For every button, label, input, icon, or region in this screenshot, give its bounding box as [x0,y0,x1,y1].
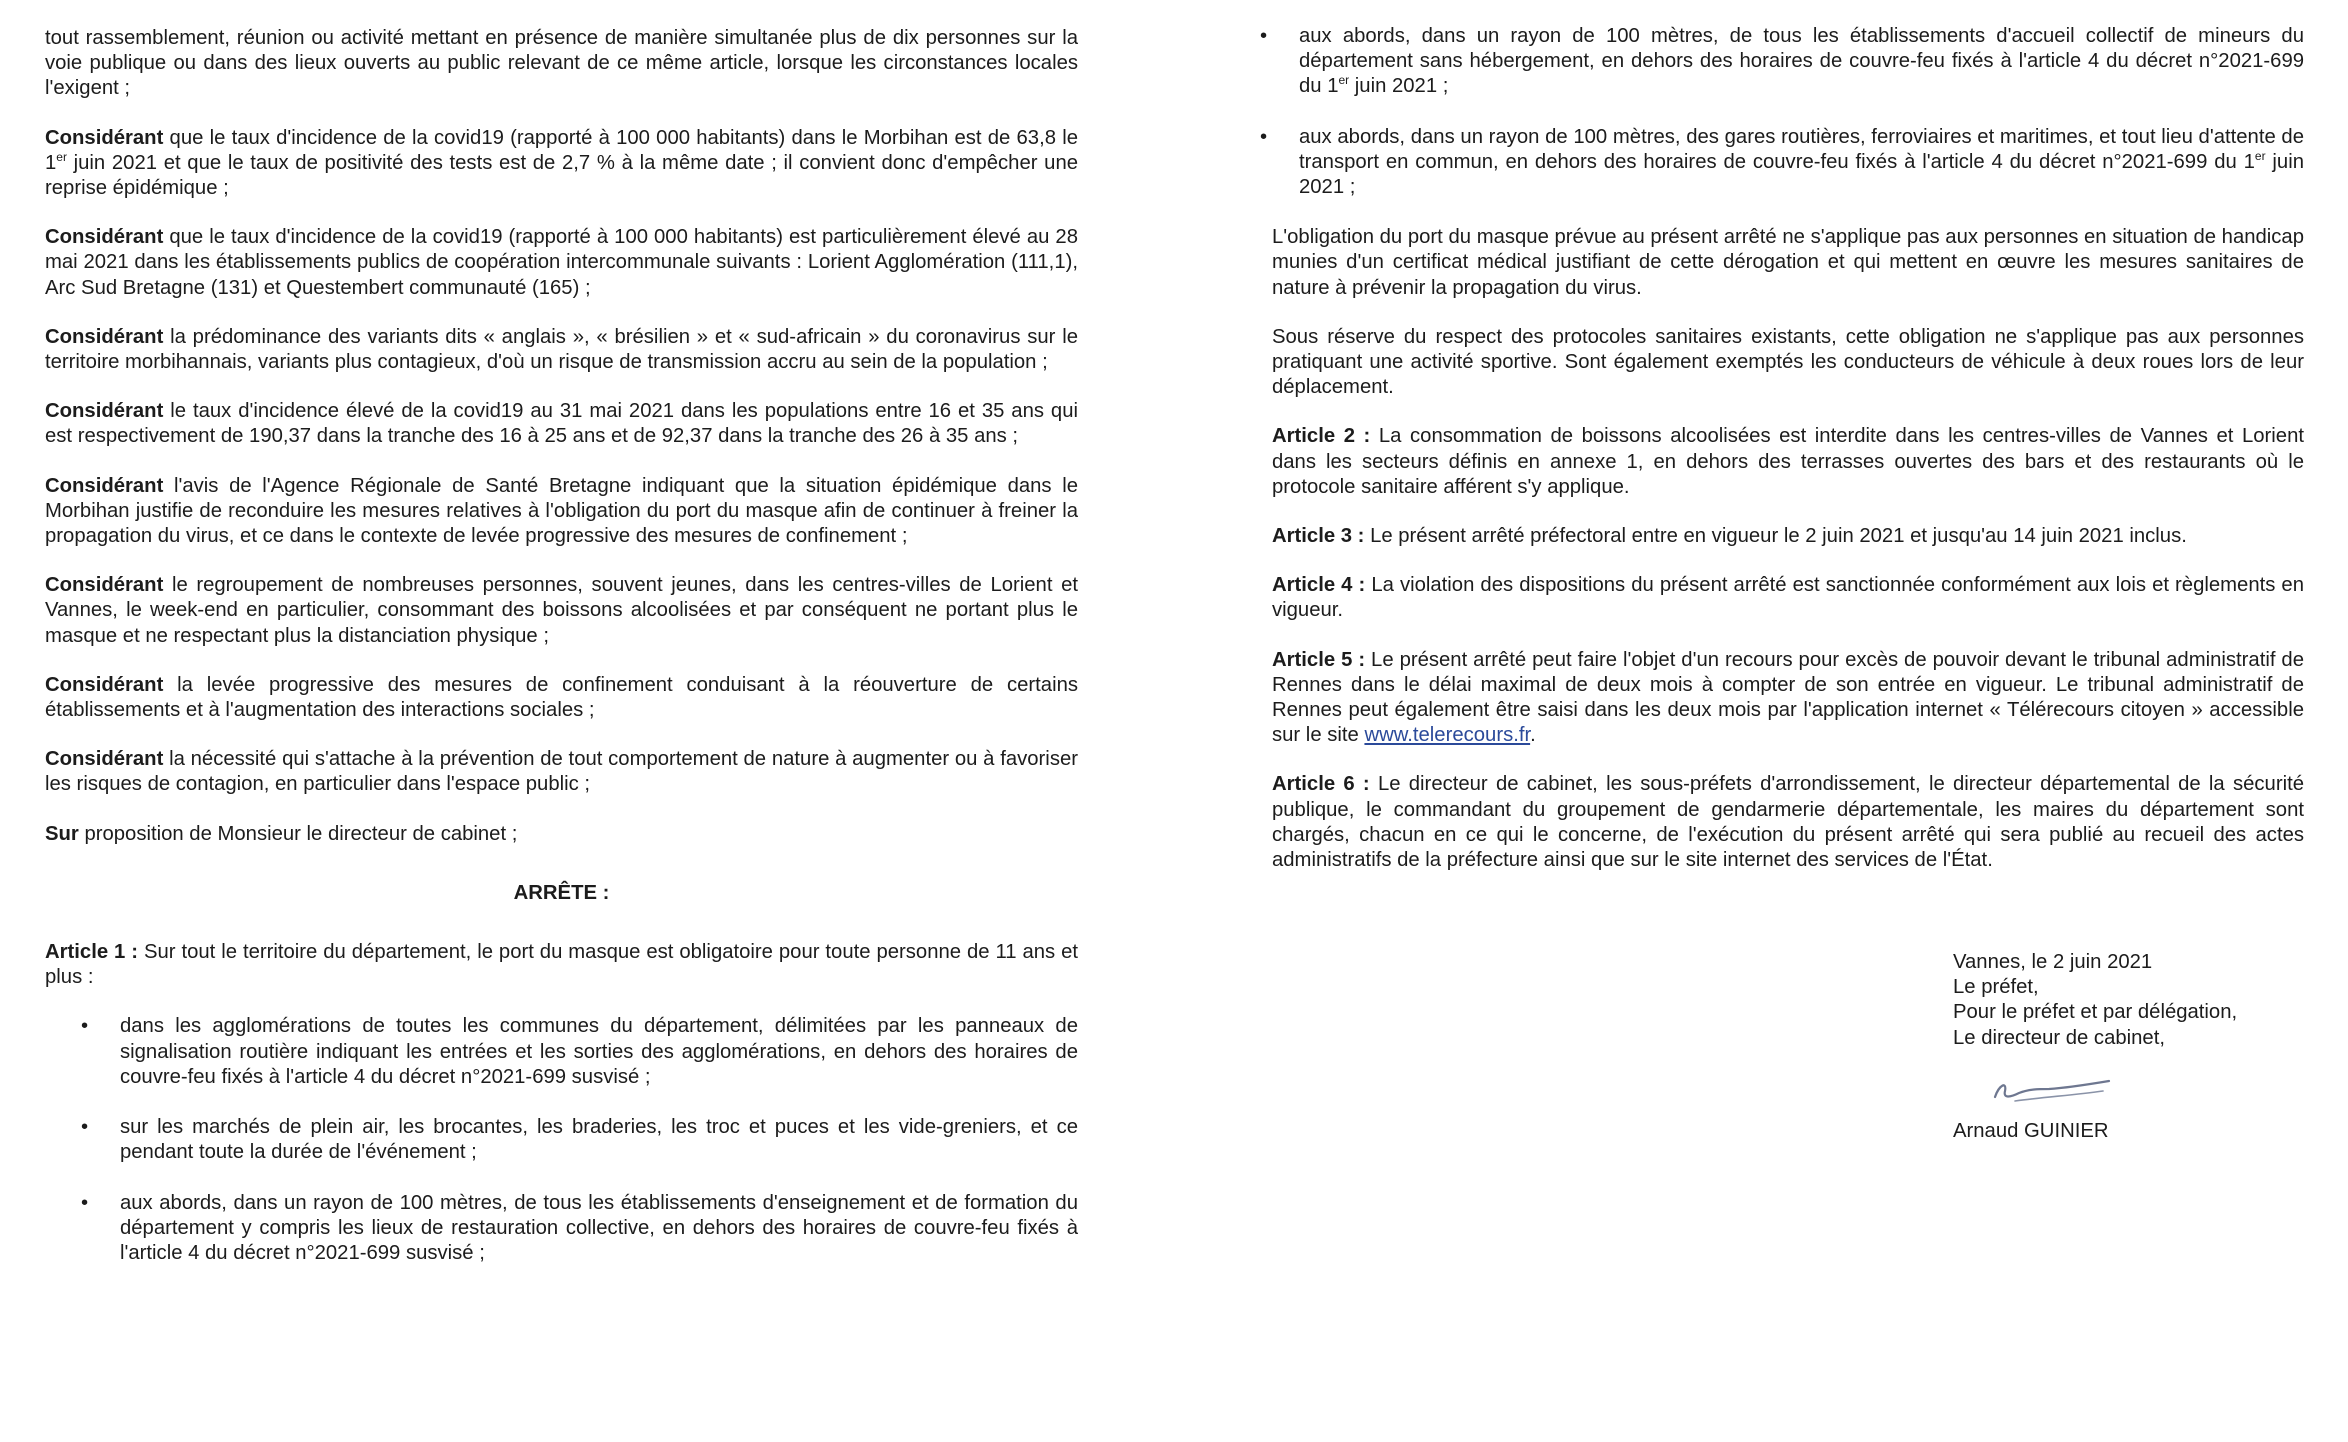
article-5: Article 5 : Le présent arrêté peut faire l'objet d'un recours pour excès de pouvoir devant le tribunal administratif de Rennes dans le délai maximal de deux mois à compter de son entrée en vigueur. Le tribunal administratif de Rennes peut également être saisi dans les deux mois par l'application internet « Télérecours citoyen » accessible sur le site www.telerecours.fr. [1272,648,2304,747]
article-1-list-continued [1224,24,2304,200]
signature-block [1953,950,2237,1144]
article-6: Article 6 : Le directeur de cabinet, les sous-préfets d'arrondissement, le directeur départemental de la sécurité publique, le commandant du groupement de gendarmerie départementale, les maires du département sont chargés, chacun en ce qui le concerne, de l'exécution du présent arrêté qui sera publié au recueil des actes administratifs de la préfecture ainsi que sur le site internet des services de l'État. [1272,773,2304,872]
signature-line-3: Le directeur de cabinet, [1953,1026,2165,1049]
list-item: • sur les marchés de plein air, les brocantes, les braderies, les troc et puces et les vide-greniers, et ce pendant toute la durée de l'événement ; [81,1116,1078,1164]
considerant-8: Considérant la nécessité qui s'attache à la prévention de tout comportement de nature à augmenter ou à favoriser les risques de contagion, en particulier dans l'espace public ; [45,748,1078,796]
right-column [1260,24,2304,897]
considerant-3: Considérant la prédominance des variants dits « anglais », « brésilien » et « sud-africain » du coronavirus sur le territoire morbihannais, variants plus contagieux, d'où un risque de transmission accru au sein de la population ; [45,325,1078,374]
article-1-list [45,1014,1078,1266]
bullet-icon: • [81,1015,89,1038]
handicap-paragraph: L'obligation du port du masque prévue au présent arrêté ne s'applique pas aux personnes en situation de handicap munies d'un certificat médical justifiant de cette dérogation et qui mettent en œuvre les mesures sanitaires de nature à prévenir la propagation du virus. [1272,226,2304,299]
list-item: • aux abords, dans un rayon de 100 mètres, de tous les établissements d'enseignement et de formation du département y compris les lieux de restauration collective, en dehors des horaires de couvre-feu fixés à l'article 4 du décret n°2021-699 susvisé ; [81,1191,1078,1264]
signature-place-date: Vannes, le 2 juin 2021 [1953,951,2153,973]
intro-paragraph: tout rassemblement, réunion ou activité mettant en présence de manière simultanée plus de dix personnes sur la voie publique ou dans des lieux ouverts au public relevant de ce même article, lorsque les circonstances locales l'exigent ; [45,27,1078,100]
list-item: • aux abords, dans un rayon de 100 mètres, de tous les établissements d'accueil collectif de mineurs du département sans hébergement, en dehors des horaires de couvre-feu fixés à l'article 4 du décret n°2021-699 du 1er juin 2021 ; [1260,25,2304,98]
article-2: Article 2 : La consommation de boissons alcoolisées est interdite dans les centres-villes de Vannes et Lorient dans les secteurs définis en annexe 1, en dehors des terrasses ouvertes des bars et des restaurants où le protocole sanitaire afférent s'y applique. [1272,425,2304,498]
considerant-7: Considérant la levée progressive des mesures de confinement conduisant à la réouverture de certains établissements et à l'augmentation des interactions sociales ; [45,673,1078,722]
considerant-5: Considérant l'avis de l'Agence Régionale de Santé Bretagne indiquant que la situation épidémique dans le Morbihan justifie de reconduire les mesures relatives à l'obligation du port du masque afin de continuer à freiner la propagation du virus, et ce dans le contexte de levée progressive des mesures de confinement ; [45,474,1078,548]
proposition-paragraph: Sur proposition de Monsieur le directeur de cabinet ; [45,822,518,845]
article-1: Article 1 : Sur tout le territoire du département, le port du masque est obligatoire pour toute personne de 11 ans et plus : [45,941,1078,989]
bullet-icon: • [1260,125,1268,148]
considerant-6: Considérant le regroupement de nombreuses personnes, souvent jeunes, dans les centres-villes de Lorient et Vannes, le week-end en particulier, consommant des boissons alcoolisées et par conséquent ne portant plus le masque et ne respectant plus la distanciation physique ; [45,574,1078,647]
signatory-name: Arnaud GUINIER [1953,1119,2109,1142]
list-item: • dans les agglomérations de toutes les communes du département, délimitées par les panneaux de signalisation routière indiquant les entrées et les sorties des agglomérations, en dehors des horaires de couvre-feu fixés à l'article 4 du décret n°2021-699 susvisé ; [81,1015,1078,1088]
left-column [45,26,1078,1291]
article-4: Article 4 : La violation des dispositions du présent arrêté est sanctionnée conformément aux lois et règlements en vigueur. [1272,574,2304,622]
considerant-4: Considérant le taux d'incidence élevé de la covid19 au 31 mai 2021 dans les populations entre 16 et 35 ans qui est respectivement de 190,37 dans la tranche des 16 à 25 ans et de 92,37 dans la tranche des 26 à 35 ans ; [45,400,1078,448]
arrete-heading: ARRÊTE : [513,881,610,904]
signature-line-2: Pour le préfet et par délégation, [1953,1001,2238,1024]
sport-paragraph: Sous réserve du respect des protocoles sanitaires existants, cette obligation ne s'applique pas aux personnes pratiquant une activité sportive. Sont également exemptés les conducteurs de véhicule à deux roues lors de leur déplacement. [1272,325,2304,399]
bullet-icon: • [1260,25,1268,47]
list-item: • aux abords, dans un rayon de 100 mètres, des gares routières, ferroviaires et maritimes, et tout lieu d'attente de transport en commun, en dehors des horaires de couvre-feu fixés à l'article 4 du décret n°2021-699 du 1er juin 2021 ; [1260,125,2304,199]
considerant-2: Considérant que le taux d'incidence de la covid19 (rapporté à 100 000 habitants) est particulièrement élevé au 28 mai 2021 dans les établissements publics de coopération intercommunale suivants : Lorient Agglomération (111,1), Arc Sud Bretagne (131) et Questembert communauté (165) ; [45,226,1078,299]
handwritten-signature-icon [1985,1067,2237,1111]
considerant-1: Considérant que le taux d'incidence de la covid19 (rapporté à 100 000 habitants) dans le Morbihan est de 63,8 le 1er juin 2021 et que le taux de positivité des tests est de 2,7 % à la même date ; il convient donc d'empêcher une reprise épidémique ; [45,126,1078,200]
bullet-icon: • [81,1191,89,1214]
signature-line-1: Le préfet, [1953,976,2039,999]
bullet-icon: • [81,1116,89,1139]
article-3: Article 3 : Le présent arrêté préfectoral entre en vigueur le 2 juin 2021 et jusqu'au 14 juin 2021 inclus. [1272,525,2187,548]
telerecours-link[interactable]: www.telerecours.fr [1364,724,1531,747]
